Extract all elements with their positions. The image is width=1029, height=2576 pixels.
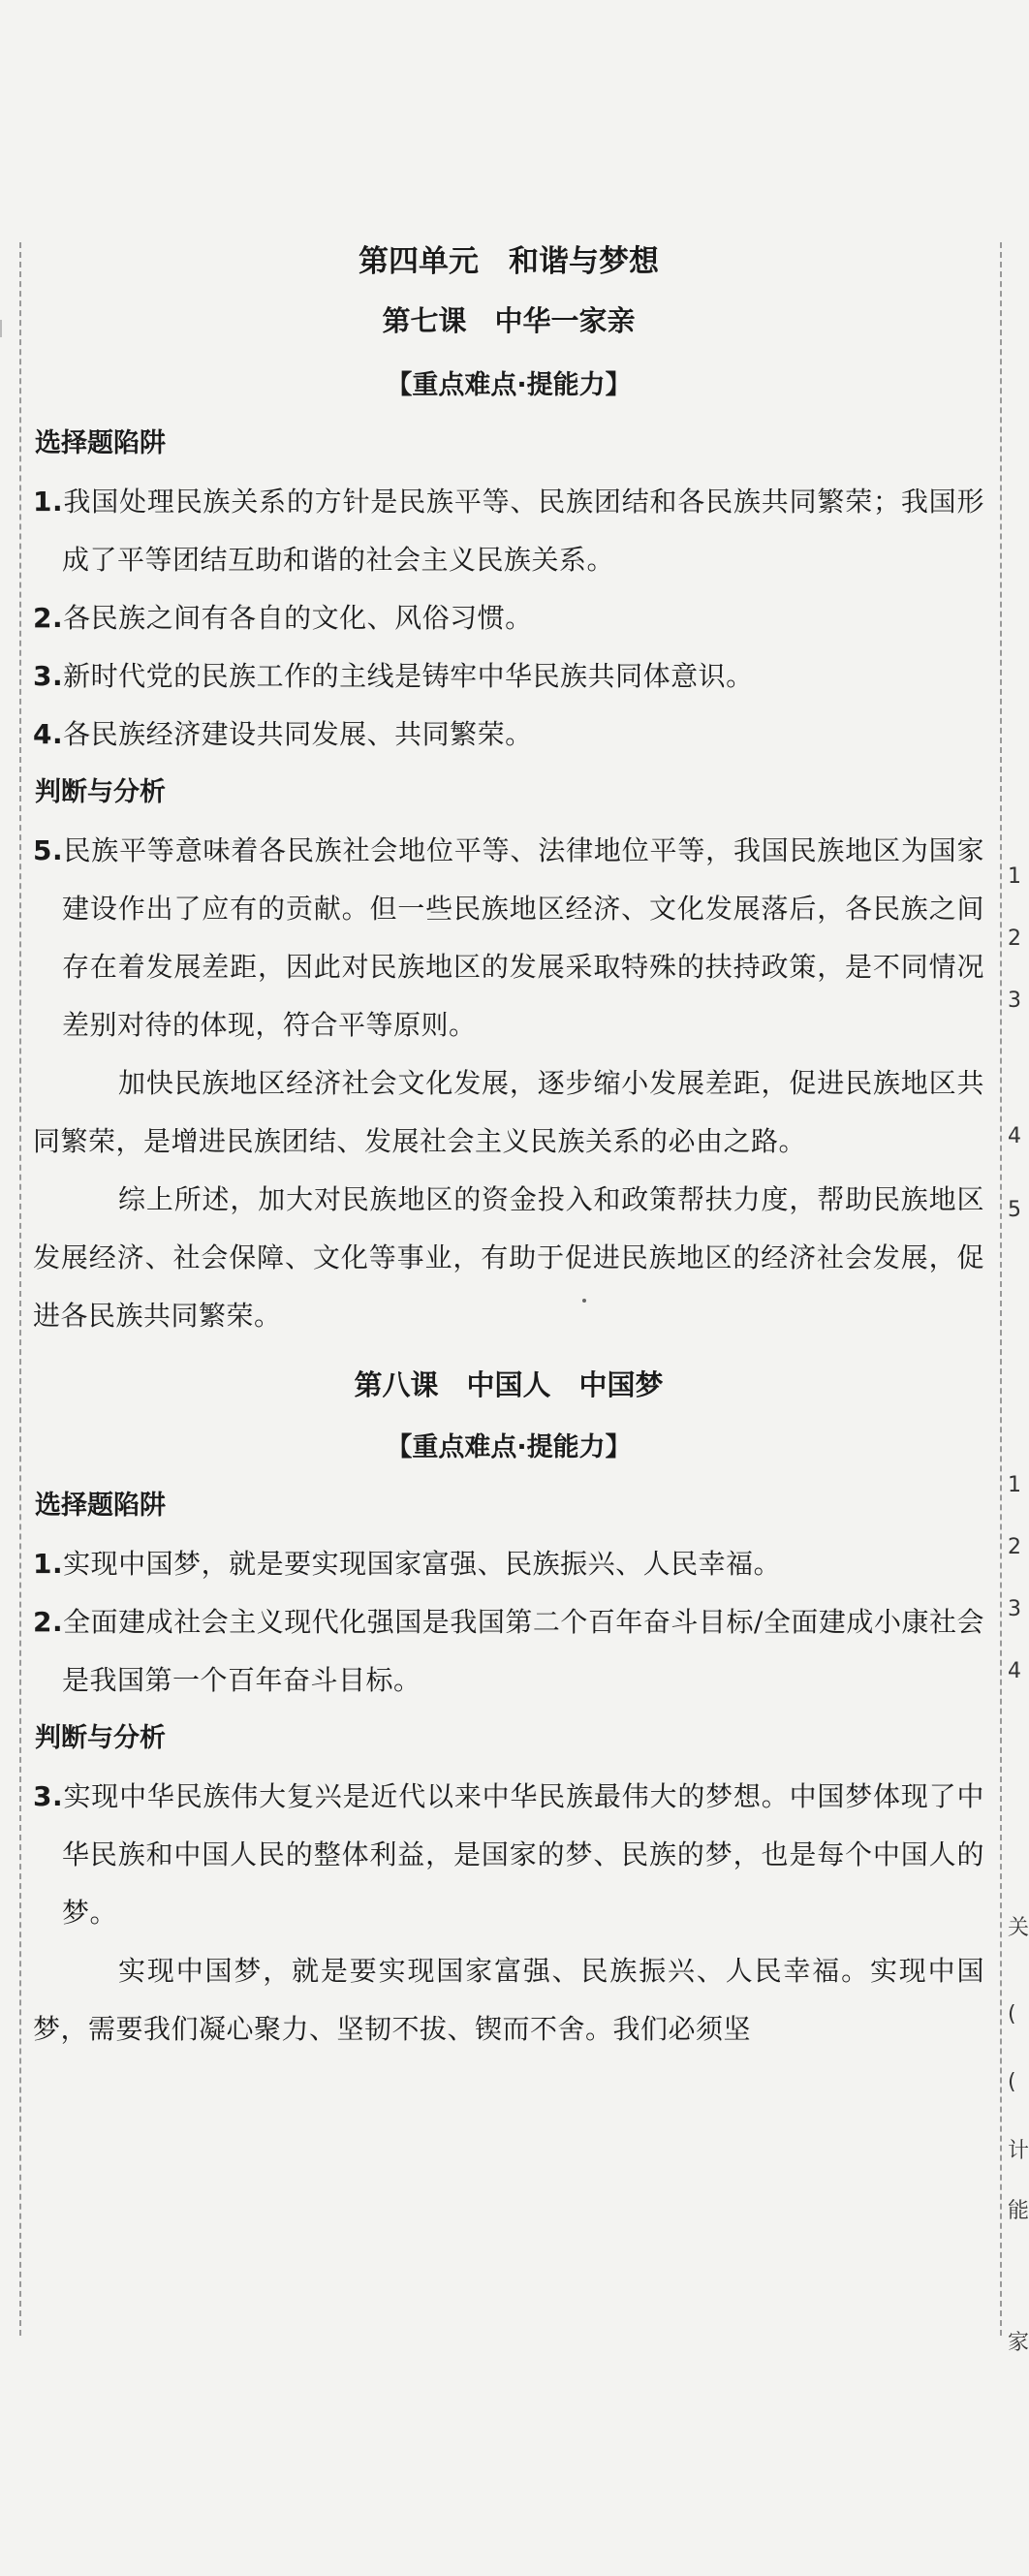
- edge-mark: 2: [1008, 927, 1021, 951]
- edge-mark: 3: [1008, 1597, 1021, 1621]
- lesson7-mc-heading: 选择题陷阱: [35, 428, 166, 458]
- right-page-edge: [1008, 0, 1029, 2576]
- paragraph: 实现中国梦，就是要实现国家富强、民族振兴、人民幸福。实现中国梦，需要我们凝心聚力、坚韧不拔、锲而不舍。我们必须坚: [33, 1955, 984, 2045]
- list-item: 1.实现中国梦，就是要实现国家富强、民族振兴、人民幸福。: [33, 1548, 782, 1580]
- edge-mark: 能: [1008, 2199, 1029, 2223]
- edge-mark: 关: [1008, 1916, 1029, 1940]
- lesson7-focus-heading: 【重点难点·提能力】: [386, 370, 632, 400]
- left-edge-mark: [0, 320, 8, 337]
- list-item: 5.民族平等意味着各民族社会地位平等、法律地位平等，我国民族地区为国家建设作出了应有的贡献。但一些民族地区经济、文化发展落后，各民族之间存在着发展差距，因此对民族地区的发展采取特殊的扶持政策，是不同情况差别对待的体现，符合平等原则。: [33, 834, 984, 1041]
- edge-mark: 4: [1008, 1124, 1021, 1148]
- edge-mark: 3: [1008, 989, 1021, 1013]
- edge-mark: 4: [1008, 1659, 1021, 1683]
- edge-mark: 1: [1008, 864, 1021, 889]
- edge-mark: (: [1008, 2002, 1016, 2026]
- list-item: 2.全面建成社会主义现代化强国是我国第二个百年奋斗目标/全面建成小康社会是我国第一个百年奋斗目标。: [33, 1606, 984, 1696]
- unit-title: 第四单元 和谐与梦想: [359, 244, 659, 279]
- list-item: 3.新时代党的民族工作的主线是铸牢中华民族共同体意识。: [33, 660, 754, 692]
- edge-mark: 2: [1008, 1535, 1021, 1559]
- edge-mark: 1: [1008, 1473, 1021, 1497]
- list-item: 2.各民族之间有各自的文化、风俗习惯。: [33, 602, 533, 634]
- edge-mark: 家: [1008, 2331, 1029, 2355]
- answer-page: [33, 235, 984, 2058]
- lesson8-mc-heading: 选择题陷阱: [35, 1491, 166, 1521]
- lesson7-analysis-heading: 判断与分析: [35, 777, 166, 807]
- lesson7-title: 第七课 中华一家亲: [382, 304, 636, 337]
- list-item: 1.我国处理民族关系的方针是民族平等、民族团结和各民族共同繁荣；我国形成了平等团结互助和谐的社会主义民族关系。: [33, 486, 984, 576]
- lesson8-title: 第八课 中国人 中国梦: [354, 1368, 664, 1401]
- scan-speck: [582, 1299, 586, 1303]
- lesson8-analysis-heading: 判断与分析: [35, 1723, 166, 1753]
- lesson8-focus-heading: 【重点难点·提能力】: [386, 1432, 632, 1462]
- list-item: 4.各民族经济建设共同发展、共同繁荣。: [33, 718, 533, 750]
- list-item: 3.实现中华民族伟大复兴是近代以来中华民族最伟大的梦想。中国梦体现了中华民族和中国人民的整体利益，是国家的梦、民族的梦，也是每个中国人的梦。: [33, 1780, 984, 1929]
- paragraph: 加快民族地区经济社会文化发展，逐步缩小发展差距，促进民族地区共同繁荣，是增进民族团结、发展社会主义民族关系的必由之路。: [33, 1067, 984, 1157]
- left-dashed-margin: [19, 242, 21, 2336]
- edge-mark: 计: [1008, 2139, 1029, 2163]
- right-dashed-margin: [1000, 242, 1002, 2336]
- edge-mark: 5: [1008, 1198, 1021, 1222]
- paragraph: 综上所述，加大对民族地区的资金投入和政策帮扶力度，帮助民族地区发展经济、社会保障、文化等事业，有助于促进民族地区的经济社会发展，促进各民族共同繁荣。: [33, 1183, 984, 1332]
- edge-mark: (: [1008, 2070, 1016, 2094]
